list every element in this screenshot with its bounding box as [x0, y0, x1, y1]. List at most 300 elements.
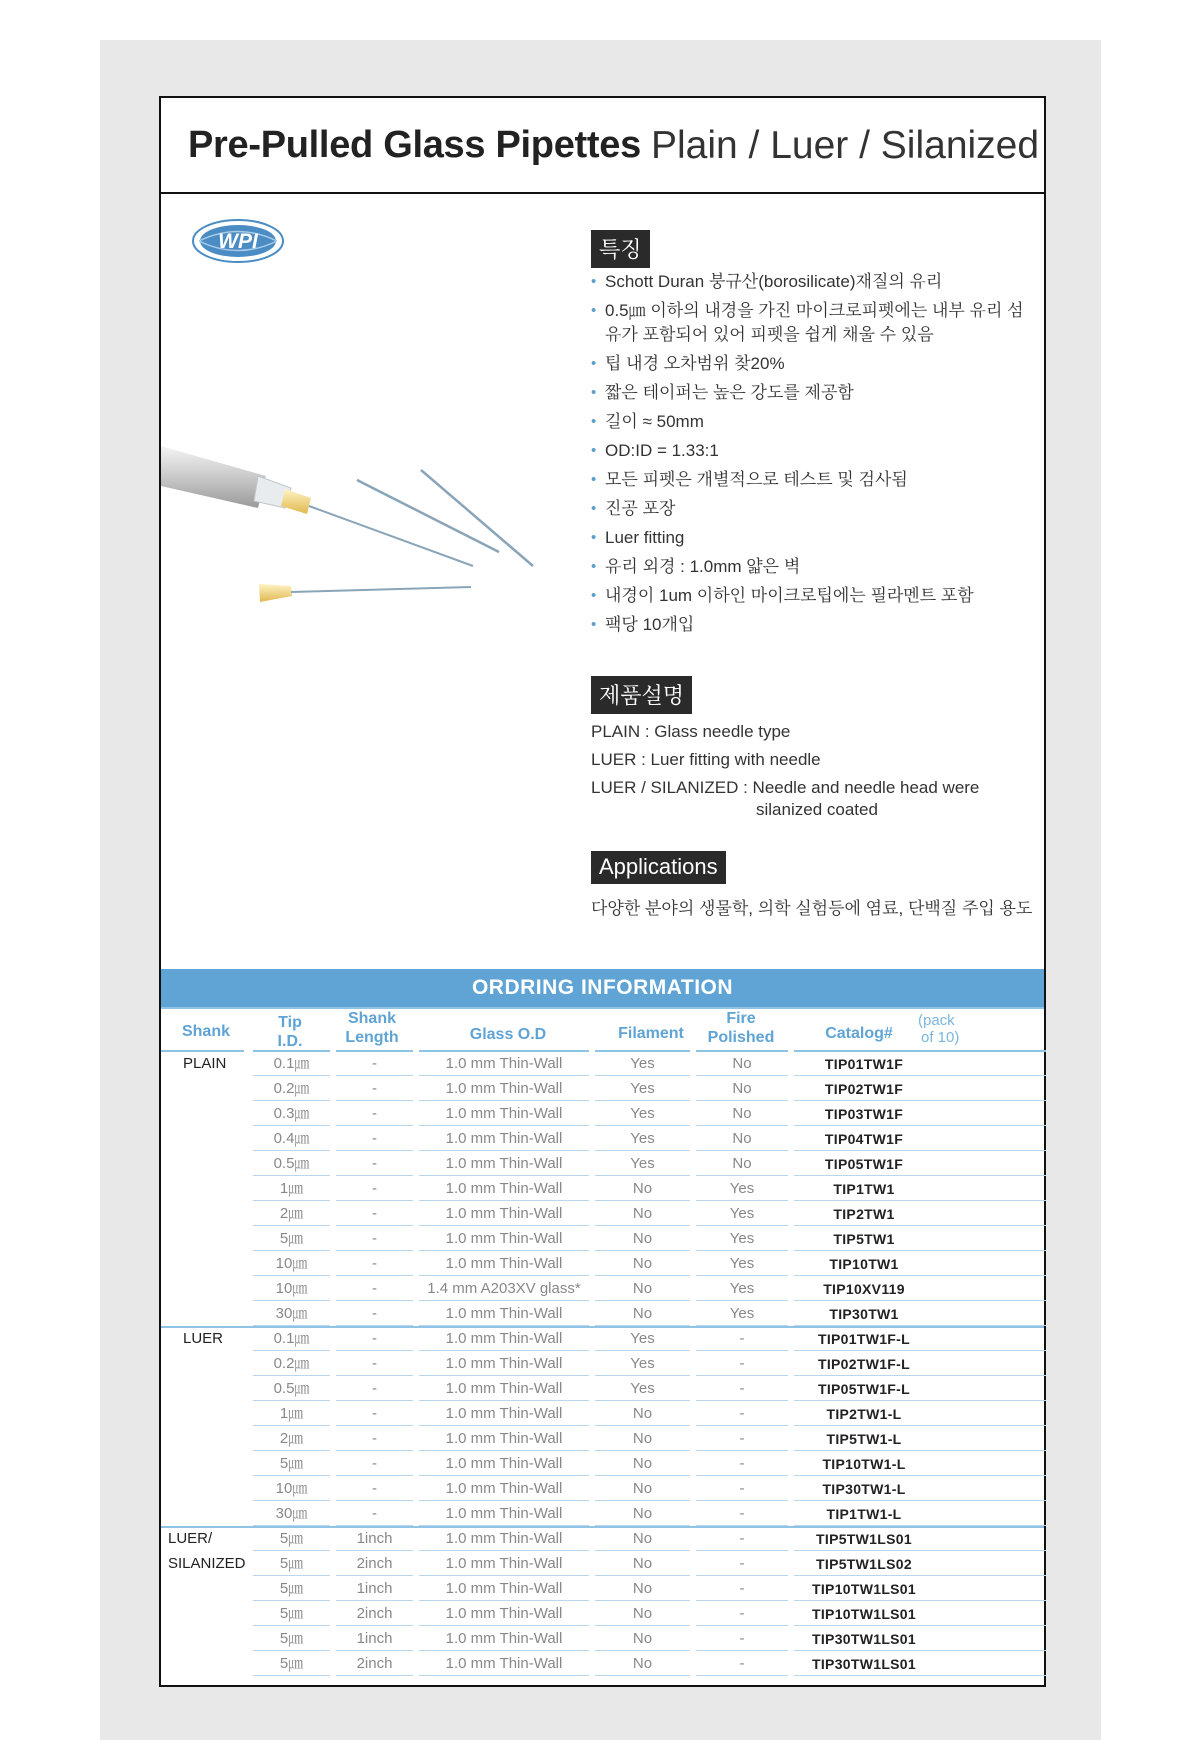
cell-divider	[696, 1075, 788, 1076]
cell-divider	[595, 1375, 690, 1376]
cell-divider	[336, 1200, 413, 1201]
cell-divider	[419, 1350, 589, 1351]
pipette-product-image	[161, 338, 541, 638]
ordering-divider	[161, 1007, 1044, 1009]
filament-cell: No	[632, 1605, 653, 1622]
tip-id-cell: 2㎛	[279, 1430, 304, 1447]
shank-cell-line2: SILANIZED	[168, 1555, 246, 1572]
glass-od-cell: 1.0 mm Thin-Wall	[445, 1505, 563, 1522]
cell-divider	[253, 1125, 330, 1126]
col-header-fire-line1: Fire	[726, 1010, 756, 1027]
catalog-cell: TIP30TW1LS01	[812, 1656, 916, 1672]
fire-polished-cell: -	[739, 1380, 745, 1397]
catalog-cell: TIP03TW1F	[824, 1106, 904, 1122]
table-row	[161, 1178, 1044, 1201]
catalog-cell: TIP01TW1F	[824, 1056, 904, 1072]
shank-length-cell: -	[372, 1180, 377, 1197]
table-row	[161, 1603, 1044, 1626]
cell-divider	[794, 1675, 1046, 1676]
cell-divider	[253, 1100, 330, 1101]
cell-divider	[696, 1425, 788, 1426]
glass-od-cell: 1.0 mm Thin-Wall	[445, 1430, 563, 1447]
cell-divider	[419, 1150, 589, 1151]
cell-divider	[336, 1300, 413, 1301]
feature-item: • 0.5㎛ 이하의 내경을 가진 마이크로피펫에는 내부 유리 섬유가 포함되어 있어 피펫을 쉽게 채울 수 있음	[591, 299, 1031, 347]
fire-polished-cell: Yes	[729, 1180, 755, 1197]
cell-divider	[336, 1075, 413, 1076]
col-header-shank-length-line1: Shank	[347, 1010, 396, 1027]
glass-od-cell: 1.0 mm Thin-Wall	[445, 1130, 563, 1147]
catalog-cell: TIP02TW1F-L	[818, 1356, 910, 1372]
page-header	[161, 98, 1044, 194]
cell-divider	[595, 1550, 690, 1551]
cell-divider	[336, 1475, 413, 1476]
cell-divider	[253, 1150, 330, 1151]
filament-cell: No	[632, 1305, 653, 1322]
cell-divider	[595, 1575, 690, 1576]
table-row	[161, 1078, 1044, 1101]
fire-polished-cell: -	[739, 1405, 745, 1422]
cell-divider	[794, 1650, 1046, 1651]
fire-polished-cell: No	[732, 1080, 752, 1097]
cell-divider	[253, 1575, 330, 1576]
tip-id-cell: 0.2㎛	[273, 1080, 310, 1097]
filament-cell: No	[632, 1405, 653, 1422]
filament-cell: No	[632, 1205, 653, 1222]
cell-divider	[336, 1625, 413, 1626]
cell-divider	[419, 1425, 589, 1426]
table-row	[161, 1378, 1044, 1401]
cell-divider	[336, 1675, 413, 1676]
cell-divider	[595, 1075, 690, 1076]
table-row	[161, 1228, 1044, 1251]
tip-id-cell: 0.3㎛	[273, 1105, 310, 1122]
cell-divider	[419, 1650, 589, 1651]
cell-divider	[794, 1225, 1046, 1226]
cell-divider	[253, 1375, 330, 1376]
cell-divider	[595, 1600, 690, 1601]
fire-polished-cell: No	[732, 1055, 752, 1072]
tip-id-cell: 10㎛	[275, 1280, 308, 1297]
tip-id-cell: 5㎛	[279, 1230, 304, 1247]
glass-od-cell: 1.0 mm Thin-Wall	[445, 1530, 563, 1547]
filament-cell: No	[632, 1630, 653, 1647]
glass-od-cell: 1.0 mm Thin-Wall	[445, 1330, 563, 1347]
cell-divider	[595, 1625, 690, 1626]
glass-od-cell: 1.0 mm Thin-Wall	[445, 1230, 563, 1247]
filament-cell: Yes	[630, 1105, 655, 1122]
cell-divider	[253, 1675, 330, 1676]
cell-divider	[419, 1075, 589, 1076]
cell-divider	[336, 1100, 413, 1101]
shank-length-cell: -	[372, 1230, 377, 1247]
filament-cell: No	[632, 1580, 653, 1597]
table-row	[161, 1053, 1044, 1076]
cell-divider	[419, 1400, 589, 1401]
col-header-filament: Filament	[618, 1025, 684, 1042]
cell-divider	[696, 1250, 788, 1251]
cell-divider	[794, 1075, 1046, 1076]
group-divider	[161, 1326, 1044, 1328]
desc-luer: LUER : Luer fitting with needle	[591, 750, 821, 769]
cell-divider	[696, 1625, 788, 1626]
cell-divider	[794, 1100, 1046, 1101]
fire-polished-cell: Yes	[729, 1305, 755, 1322]
cell-divider	[419, 1450, 589, 1451]
catalog-cell: TIP5TW1LS02	[816, 1556, 912, 1572]
feature-item: • 팩당 10개입	[591, 613, 1031, 637]
cell-divider	[419, 1550, 589, 1551]
table-row	[161, 1153, 1044, 1176]
glass-od-cell: 1.0 mm Thin-Wall	[445, 1380, 563, 1397]
tip-id-cell: 30㎛	[275, 1505, 308, 1522]
catalog-cell: TIP10TW1-L	[822, 1456, 906, 1472]
shank-length-cell: -	[372, 1480, 377, 1497]
cell-divider	[336, 1350, 413, 1351]
feature-item: • 유리 외경 : 1.0mm 얇은 벽	[591, 555, 1031, 579]
glass-od-cell: 1.0 mm Thin-Wall	[445, 1355, 563, 1372]
cell-divider	[595, 1275, 690, 1276]
header-divider	[253, 1050, 330, 1052]
shank-length-cell: 1inch	[356, 1580, 393, 1597]
cell-divider	[595, 1150, 690, 1151]
shank-length-cell: -	[372, 1455, 377, 1472]
col-header-shank-length	[331, 1009, 413, 1047]
col-header-pack-line2: of 10)	[921, 1029, 960, 1046]
tip-id-cell: 0.5㎛	[273, 1155, 310, 1172]
cell-divider	[419, 1500, 589, 1501]
cell-divider	[253, 1550, 330, 1551]
feature-item: • 모든 피펫은 개별적으로 테스트 및 검사됨	[591, 468, 1031, 492]
filament-cell: Yes	[630, 1155, 655, 1172]
glass-od-cell: 1.0 mm Thin-Wall	[445, 1580, 563, 1597]
cell-divider	[253, 1300, 330, 1301]
tip-id-cell: 10㎛	[275, 1255, 308, 1272]
col-header-tip-id	[259, 1013, 321, 1051]
cell-divider	[595, 1650, 690, 1651]
fire-polished-cell: -	[739, 1430, 745, 1447]
tip-id-cell: 30㎛	[275, 1305, 308, 1322]
shank-length-cell: -	[372, 1430, 377, 1447]
table-row	[161, 1578, 1044, 1601]
cell-divider	[419, 1375, 589, 1376]
cell-divider	[794, 1475, 1046, 1476]
shank-cell: LUER/	[168, 1530, 213, 1547]
feature-item: • Luer fitting	[591, 526, 1031, 550]
cell-divider	[253, 1600, 330, 1601]
catalog-cell: TIP2TW1-L	[826, 1406, 902, 1422]
filament-cell: Yes	[630, 1380, 655, 1397]
catalog-cell: TIP02TW1F	[824, 1081, 904, 1097]
fire-polished-cell: -	[739, 1455, 745, 1472]
cell-divider	[696, 1350, 788, 1351]
glass-od-cell: 1.0 mm Thin-Wall	[445, 1105, 563, 1122]
filament-cell: No	[632, 1180, 653, 1197]
catalog-cell: TIP5TW1-L	[826, 1431, 902, 1447]
cell-divider	[794, 1150, 1046, 1151]
cell-divider	[253, 1425, 330, 1426]
cell-divider	[595, 1400, 690, 1401]
shank-length-cell: 2inch	[356, 1655, 393, 1672]
header-divider	[336, 1050, 413, 1052]
feature-item: • 팁 내경 오차범위 찾20%	[591, 352, 1031, 376]
col-header-tip-id-line2: I.D.	[277, 1033, 303, 1050]
fire-polished-cell: -	[739, 1580, 745, 1597]
tip-id-cell: 0.2㎛	[273, 1355, 310, 1372]
glass-od-cell: 1.0 mm Thin-Wall	[445, 1455, 563, 1472]
tip-id-cell: 5㎛	[279, 1455, 304, 1472]
cell-divider	[419, 1600, 589, 1601]
cell-divider	[336, 1150, 413, 1151]
cell-divider	[696, 1175, 788, 1176]
shank-length-cell: -	[372, 1280, 377, 1297]
cell-divider	[696, 1450, 788, 1451]
cell-divider	[253, 1625, 330, 1626]
fire-polished-cell: No	[732, 1155, 752, 1172]
cell-divider	[794, 1125, 1046, 1126]
cell-divider	[336, 1250, 413, 1251]
fire-polished-cell: -	[739, 1555, 745, 1572]
cell-divider	[419, 1225, 589, 1226]
cell-divider	[253, 1450, 330, 1451]
shank-length-cell: -	[372, 1055, 377, 1072]
cell-divider	[696, 1100, 788, 1101]
catalog-cell: TIP10TW1LS01	[812, 1606, 916, 1622]
cell-divider	[419, 1300, 589, 1301]
fire-polished-cell: -	[739, 1605, 745, 1622]
col-header-shank-length-line2: Length	[345, 1029, 399, 1046]
table-row	[161, 1353, 1044, 1376]
shank-length-cell: -	[372, 1105, 377, 1122]
cell-divider	[336, 1575, 413, 1576]
shank-cell: PLAIN	[183, 1055, 227, 1072]
glass-od-cell: 1.4 mm A203XV glass*	[427, 1280, 581, 1297]
tip-id-cell: 5㎛	[279, 1655, 304, 1672]
cell-divider	[595, 1200, 690, 1201]
glass-od-cell: 1.0 mm Thin-Wall	[445, 1405, 563, 1422]
desc-plain: PLAIN : Glass needle type	[591, 722, 791, 741]
cell-divider	[595, 1500, 690, 1501]
cell-divider	[253, 1350, 330, 1351]
header-divider	[161, 1050, 244, 1052]
shank-length-cell: 1inch	[356, 1630, 393, 1647]
cell-divider	[419, 1125, 589, 1126]
cell-divider	[595, 1475, 690, 1476]
filament-cell: No	[632, 1230, 653, 1247]
filament-cell: Yes	[630, 1130, 655, 1147]
tip-id-cell: 0.1㎛	[273, 1055, 310, 1072]
glass-od-cell: 1.0 mm Thin-Wall	[445, 1205, 563, 1222]
shank-length-cell: 2inch	[356, 1555, 393, 1572]
feature-item: • 진공 포장	[591, 497, 1031, 521]
fire-polished-cell: Yes	[729, 1255, 755, 1272]
cell-divider	[336, 1500, 413, 1501]
table-row	[161, 1478, 1044, 1501]
tip-id-cell: 5㎛	[279, 1630, 304, 1647]
cell-divider	[336, 1450, 413, 1451]
glass-od-cell: 1.0 mm Thin-Wall	[445, 1480, 563, 1497]
cell-divider	[696, 1375, 788, 1376]
col-header-pack-line1: (pack	[918, 1012, 955, 1029]
catalog-cell: TIP30TW1-L	[822, 1481, 906, 1497]
tip-id-cell: 5㎛	[279, 1605, 304, 1622]
filament-cell: No	[632, 1430, 653, 1447]
cell-divider	[595, 1175, 690, 1176]
features-label: 특징	[591, 230, 650, 268]
cell-divider	[696, 1150, 788, 1151]
cell-divider	[253, 1275, 330, 1276]
fire-polished-cell: Yes	[729, 1230, 755, 1247]
filament-cell: No	[632, 1555, 653, 1572]
col-header-fire-line2: Polished	[707, 1029, 775, 1046]
shank-cell: LUER	[183, 1330, 224, 1347]
cell-divider	[696, 1675, 788, 1676]
tip-id-cell: 5㎛	[279, 1530, 304, 1547]
cell-divider	[696, 1550, 788, 1551]
col-header-catalog: Catalog#	[825, 1025, 893, 1042]
cell-divider	[696, 1300, 788, 1301]
feature-item: • 짧은 테이퍼는 높은 강도를 제공함	[591, 381, 1031, 405]
applications-label: Applications	[591, 851, 726, 884]
group-divider	[161, 1526, 1044, 1528]
shank-length-cell: -	[372, 1355, 377, 1372]
header-divider	[696, 1050, 788, 1052]
cell-divider	[696, 1125, 788, 1126]
cell-divider	[419, 1200, 589, 1201]
cell-divider	[794, 1600, 1046, 1601]
cell-divider	[336, 1375, 413, 1376]
header-divider	[595, 1050, 690, 1052]
catalog-cell: TIP2TW1	[833, 1206, 895, 1222]
cell-divider	[595, 1225, 690, 1226]
table-row	[161, 1403, 1044, 1426]
tip-id-cell: 0.1㎛	[273, 1330, 310, 1347]
cell-divider	[794, 1575, 1046, 1576]
cell-divider	[794, 1375, 1046, 1376]
cell-divider	[794, 1425, 1046, 1426]
cell-divider	[253, 1400, 330, 1401]
col-header-pack	[918, 1012, 959, 1046]
cell-divider	[253, 1175, 330, 1176]
description-label: 제품설명	[591, 676, 692, 714]
glass-od-cell: 1.0 mm Thin-Wall	[445, 1305, 563, 1322]
tip-id-cell: 0.5㎛	[273, 1380, 310, 1397]
cell-divider	[253, 1475, 330, 1476]
cell-divider	[794, 1450, 1046, 1451]
shank-length-cell: -	[372, 1405, 377, 1422]
cell-divider	[253, 1200, 330, 1201]
fire-polished-cell: -	[739, 1530, 745, 1547]
catalog-cell: TIP1TW1-L	[826, 1506, 902, 1522]
cell-divider	[794, 1350, 1046, 1351]
desc-luer-silanized: LUER / SILANIZED : Needle and needle head were	[591, 778, 980, 797]
filament-cell: No	[632, 1505, 653, 1522]
applications-text: 다양한 분야의 생물학, 의학 실험등에 염료, 단백질 주입 용도	[591, 899, 1033, 918]
cell-divider	[696, 1400, 788, 1401]
catalog-cell: TIP05TW1F	[824, 1156, 904, 1172]
cell-divider	[595, 1100, 690, 1101]
fire-polished-cell: -	[739, 1480, 745, 1497]
cell-divider	[253, 1650, 330, 1651]
cell-divider	[794, 1625, 1046, 1626]
cell-divider	[696, 1500, 788, 1501]
table-row	[161, 1203, 1044, 1226]
cell-divider	[595, 1125, 690, 1126]
cell-divider	[336, 1275, 413, 1276]
table-row	[161, 1428, 1044, 1451]
shank-length-cell: -	[372, 1205, 377, 1222]
cell-divider	[336, 1125, 413, 1126]
catalog-cell: TIP05TW1F-L	[818, 1381, 910, 1397]
cell-divider	[419, 1625, 589, 1626]
shank-length-cell: -	[372, 1505, 377, 1522]
cell-divider	[419, 1575, 589, 1576]
cell-divider	[336, 1600, 413, 1601]
table-row	[161, 1328, 1044, 1351]
fire-polished-cell: Yes	[729, 1280, 755, 1297]
cell-divider	[253, 1250, 330, 1251]
col-header-tip-id-line1: Tip	[278, 1014, 302, 1031]
glass-od-cell: 1.0 mm Thin-Wall	[445, 1555, 563, 1572]
cell-divider	[794, 1500, 1046, 1501]
glass-od-cell: 1.0 mm Thin-Wall	[445, 1055, 563, 1072]
shank-length-cell: -	[372, 1305, 377, 1322]
shank-length-cell: -	[372, 1380, 377, 1397]
product-sheet	[159, 96, 1046, 1687]
table-row	[161, 1503, 1044, 1526]
cell-divider	[696, 1650, 788, 1651]
shank-length-cell: -	[372, 1130, 377, 1147]
table-row	[161, 1103, 1044, 1126]
ordering-title-bar: ORDRING INFORMATION	[161, 969, 1044, 1007]
catalog-cell: TIP10TW1LS01	[812, 1581, 916, 1597]
feature-item: • 길이 ≈ 50mm	[591, 410, 1031, 434]
table-row	[161, 1128, 1044, 1151]
tip-id-cell: 2㎛	[279, 1205, 304, 1222]
catalog-cell: TIP10TW1	[829, 1256, 899, 1272]
cell-divider	[336, 1175, 413, 1176]
fire-polished-cell: -	[739, 1630, 745, 1647]
table-row	[161, 1253, 1044, 1276]
cell-divider	[419, 1475, 589, 1476]
page-title: Pre-Pulled Glass Pipettes	[188, 124, 641, 166]
cell-divider	[336, 1650, 413, 1651]
cell-divider	[794, 1200, 1046, 1201]
fire-polished-cell: -	[739, 1330, 745, 1347]
catalog-cell: TIP1TW1	[833, 1181, 895, 1197]
cell-divider	[253, 1225, 330, 1226]
glass-od-cell: 1.0 mm Thin-Wall	[445, 1655, 563, 1672]
feature-item: • OD:ID = 1.33:1	[591, 439, 1031, 463]
fire-polished-cell: -	[739, 1355, 745, 1372]
catalog-cell: TIP01TW1F-L	[818, 1331, 910, 1347]
cell-divider	[696, 1225, 788, 1226]
cell-divider	[794, 1275, 1046, 1276]
page-subtitle: Plain / Luer / Silanized	[651, 124, 1040, 167]
glass-od-cell: 1.0 mm Thin-Wall	[445, 1630, 563, 1647]
tip-id-cell: 1㎛	[279, 1180, 304, 1197]
catalog-cell: TIP30TW1	[829, 1306, 899, 1322]
feature-item: • Schott Duran 붕규산(borosilicate)재질의 유리	[591, 270, 1031, 294]
table-row	[161, 1553, 1044, 1576]
filament-cell: Yes	[630, 1055, 655, 1072]
glass-od-cell: 1.0 mm Thin-Wall	[445, 1080, 563, 1097]
table-row	[161, 1303, 1044, 1326]
shank-length-cell: -	[372, 1330, 377, 1347]
catalog-cell: TIP04TW1F	[824, 1131, 904, 1147]
wpi-logo	[191, 218, 285, 264]
desc-luer-silanized-cont: silanized coated	[756, 800, 878, 819]
